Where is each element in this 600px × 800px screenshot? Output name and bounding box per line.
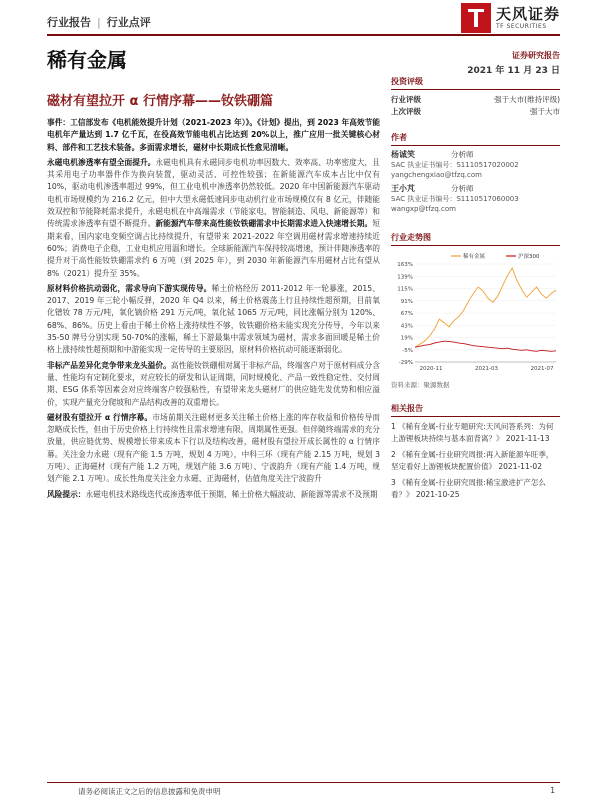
price-heading: 原材料价格抗动弱化，需求导向下游实现传导。 bbox=[47, 283, 212, 293]
rating-value: 强于大市 bbox=[530, 107, 560, 116]
logo-cn: 天风证券 bbox=[495, 4, 560, 23]
rating-row bbox=[391, 106, 560, 118]
x-tick-label: 2020-11 bbox=[419, 366, 443, 372]
analyst-card bbox=[391, 184, 560, 214]
competition-heading: 非标产品差异化竞争带来龙头溢价。 bbox=[47, 360, 171, 370]
risk-label: 风险提示： bbox=[47, 489, 86, 499]
y-tick-label: 19% bbox=[400, 335, 413, 342]
y-tick-label: -29% bbox=[398, 360, 413, 366]
y-tick-label: -5% bbox=[402, 347, 413, 354]
legend-label: 沪深300 bbox=[518, 254, 540, 260]
header-rule bbox=[47, 34, 560, 36]
paragraph-motor bbox=[47, 157, 380, 280]
divider: | bbox=[97, 16, 101, 29]
page-title: 稀有金属 bbox=[47, 48, 127, 72]
rating-key: 行业评级 bbox=[391, 95, 421, 104]
paragraph-risk bbox=[47, 489, 380, 501]
motor-text-a: 永磁电机具有永磁同步电机功率因数大、效率高、功率密度大，且其采用电子功率器件作为换向装置，驱动灵活、可控性较强；在新能源汽车成本占比中仅有 10%，驱动电机渗透率超过 99%，但工业电机中渗透率仍然较低。2020 年中国新能源汽车驱动电机市场规模约为 216.2 亿元，但中大型永磁低速同步电动机行业市场规模仅有 8 亿元，伴随能效双控和节能降耗需求提升，永磁电机在中高端需求（节能家电、智能制造、风电、新能源等）和传统需求渗透率有望不断提升。 bbox=[47, 157, 380, 229]
main-body bbox=[47, 117, 380, 504]
logo-icon bbox=[461, 3, 491, 33]
trend-chart-svg bbox=[391, 250, 560, 378]
report-type-2: 行业点评 bbox=[106, 16, 151, 29]
report-type-1: 行业报告 bbox=[47, 16, 91, 29]
report-subtitle: 磁材有望拉开 α 行情序幕——钕铁硼篇 bbox=[47, 94, 273, 109]
paragraph-event bbox=[47, 117, 380, 154]
alpha-heading: 磁材股有望拉开 α 行情序幕。 bbox=[47, 412, 153, 422]
y-tick-label: 43% bbox=[400, 323, 413, 330]
page-number: 1 bbox=[550, 786, 555, 795]
motor-heading: 永磁电机渗透率有望全面提升。 bbox=[47, 157, 156, 167]
rating-row bbox=[391, 94, 560, 106]
y-tick-label: 139% bbox=[397, 274, 413, 281]
footer-rule bbox=[47, 782, 560, 783]
logo-en: TF SECURITIES bbox=[495, 22, 547, 30]
rating-heading: 投资评级 bbox=[391, 76, 560, 90]
chart-source: 资料来源：聚源数据 bbox=[391, 381, 450, 389]
related-report[interactable]: 2 《稀有金属-行业研究周报:再入新能源车旺季，坚定看好上游锂板块配置价值》 2021-11-02 bbox=[391, 450, 554, 471]
alpha-text: 市场前期关注磁材更多关注稀土价格上涨的库存收益和价格传导而忽略成长性，但由于历史价格上行持续性且需求增速有限，周期属性更强。但伴随终端需求的充分放量，供应链优势、规模增长带来成本下行以及结构改善，磁材股有望拉开成长属性的 α 行情序幕。关注金力永磁（现有产能 1.5 万吨，规划 4 万吨），中科三环（现有产能 2.15 万吨，规划 3 万吨）、正海磁材（现有产能 1.2 万吨，规划产能 3.6 万吨）、宁波韵升（现有产能 1.4 万吨，规划产能 2.1 万吨）。成长性角度关注金力永磁、正海磁材，估值角度关注宁波韵升 bbox=[47, 412, 380, 484]
motor-highlight: 新能源汽车带来高性能钕铁硼需求中长期需求进入快速增长期。 bbox=[155, 219, 373, 229]
paragraph-competition bbox=[47, 360, 380, 409]
related-report[interactable]: 1 《稀有金属-行业专题研究:天风问答系列：为何上游锂板块持续与基本面背离？》 2021-11-13 bbox=[391, 422, 554, 443]
related-report[interactable]: 3 《稀有金属-行业研究周报:稀宝激进扩产怎么看？》 2021-10-25 bbox=[391, 478, 546, 499]
tf-securities-logo bbox=[461, 3, 560, 33]
competition-text: 高性能钕铁硼相对属于非标产品，终端客户对于原材料成分含量、性能均有定制化要求，对应较长的研发和认证周期，同时规模化、产品一致性稳定性、交付周期、ESG 体系等因素会对应终端客户较强粘性，有望带来龙头磁材厂的供应链先发优势和相应溢价，实现产量充分爬坡和产品结构改善的双重增长。 bbox=[47, 360, 380, 407]
y-tick-label: 163% bbox=[397, 262, 413, 268]
series-line-1 bbox=[415, 268, 556, 347]
report-type bbox=[47, 14, 151, 30]
rating-key: 上次评级 bbox=[391, 107, 421, 116]
analyst-email: wangxp@tfzq.com bbox=[391, 205, 456, 213]
analyst-role: 分析师 bbox=[451, 184, 474, 193]
authors-heading: 作者 bbox=[391, 132, 560, 146]
trend-heading: 行业走势图 bbox=[391, 232, 560, 246]
paragraph-price bbox=[47, 283, 380, 357]
motor-text-c: 短期来看，国内家电变频空调占比持续提升，有望带来 2021-2022 年空调用磁材需求增速持续近 60%；消费电子企稳，工业电机应用温和增长。全球新能源汽车保持较高增速，预计伴随渗透率的提升对于高性能钕铁硼需求约 6 万吨（到 2025 年），到 2030 年新能源汽车用磁材占比有望从 8%（2021）提升至 35%。 bbox=[47, 219, 380, 278]
x-tick-label: 2021-03 bbox=[475, 366, 498, 372]
sidebar bbox=[391, 76, 560, 505]
disclaimer: 请务必阅读正文之后的信息披露和免责申明 bbox=[78, 787, 221, 796]
y-tick-label: 67% bbox=[400, 311, 413, 317]
price-text: 稀土价格经历 2011-2012 年一轮暴涨，2015、2017、2019 年三轮小幅反弹，2020 年 Q4 以来，稀土价格震荡上行且持续性超预期，目前氧化镨钕 78 万元/吨，氧化镝价格 291 万元/吨，氧化铽 1065 万元/吨，同比涨幅分别为 120%、68%、86%。历史上看由于稀土价格上涨持续性不够，钕铁硼价格未能实现充分传导，今年以来 35-50 牌号分别实现 50-70%的涨幅，稀土下游最集中需求领域为磁材，需求多面回暖是稀土价格上涨持续性超预期和中游能实现一定传导的主要原因，原材料价格抗动可能逐渐弱化。 bbox=[47, 283, 380, 355]
paragraph-alpha bbox=[47, 412, 380, 486]
risk-text: 永磁电机技术路线迭代或渗透率低于预期、稀土价格大幅波动、新能源等需求不及预期 bbox=[85, 489, 378, 499]
analyst-sac: SAC 执业证书编号：S1110517020002 bbox=[391, 161, 519, 169]
analyst-role: 分析师 bbox=[451, 150, 474, 159]
trend-chart bbox=[391, 250, 560, 378]
x-tick-label: 2021-07 bbox=[530, 366, 554, 372]
event-text: 工信部发布《电机能效提升计划（2021-2023 年）》。《计划》提出，到 2023 年高效节能电机年产量达到 1.7 亿千瓦，在役高效节能电机占比达到 20%以上，推广应用一批关键核心材料、部件和工艺技术装备。多面需求增长，磁材中长期成长性愈见清晰。 bbox=[47, 118, 380, 152]
analyst-name: 王小芃 bbox=[391, 184, 415, 193]
analyst-sac: SAC 执业证书编号：S1110517060003 bbox=[391, 195, 519, 203]
legend-label: 稀有金属 bbox=[463, 254, 486, 260]
y-tick-label: 115% bbox=[397, 286, 413, 293]
report-date: 2021 年 11 月 23 日 bbox=[467, 66, 560, 76]
event-label: 事件： bbox=[47, 118, 71, 127]
related-heading: 相关报告 bbox=[391, 403, 560, 417]
analyst-name: 杨诚笑 bbox=[391, 150, 415, 159]
analyst-card bbox=[391, 150, 560, 180]
y-tick-label: 91% bbox=[400, 298, 413, 305]
rating-value: 强于大市(维持评级) bbox=[494, 95, 560, 104]
report-label: 证券研究报告 bbox=[512, 51, 560, 60]
analyst-email: yangchengxiao@tfzq.com bbox=[391, 171, 482, 179]
